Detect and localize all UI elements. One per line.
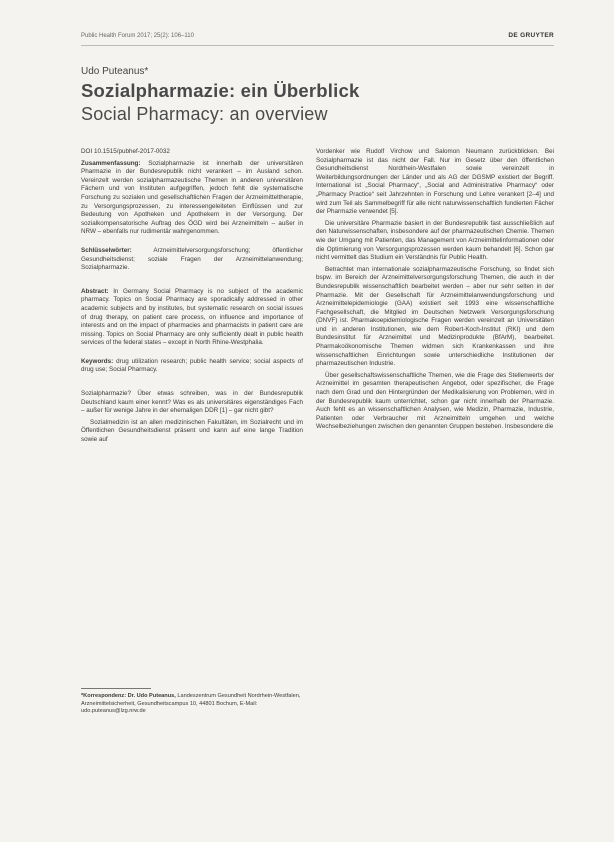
keywords-label: Keywords: <box>81 357 114 365</box>
footnote-rule <box>81 688 151 689</box>
body-paragraph: Die universitäre Pharmazie basiert in der Bundesrepublik fast ausschließlich auf den Naturwissenschaften, insbesondere auf der pharmazeutischen Chemie. Themen wie der Umgang mit Patienten, das Management von Arzneimittelinformationen oder die Optimierung von Versorgungsprozessen werden kaum behandelt [6]. Schon gar nicht vermittelt das Studium ein Verständnis für Public Health. <box>316 219 554 262</box>
running-header <box>81 30 554 44</box>
title-german: Sozialpharmazie: ein Überblick <box>81 80 360 101</box>
body-paragraph: Vordenker wie Rudolf Virchow und Salomon Neumann zurückblicken. Bei Sozialpharmazie ist das nicht der Fall. Nur im Gesetz über den öffentlichen Gesundheitsdienst Nordrhein-Westfalen sowie vereinzelt in Weiterbildungsordnungen der Länder und als AG der DGSMP existiert der Begriff. International ist „Social Pharmacy“, „Social and Administrative Pharmacy“ oder „Pharmacy Practice“ seit Jahrzehnten in Forschung und Lehre verankert [2–4] und wird zum Teil als Sammelbegriff für alle nicht naturwissenschaftlich fundierten Fächer der Pharmazie verwendet [5]. <box>316 148 554 216</box>
zusammenfassung-text: Sozialpharmazie ist innerhalb der universitären Pharmazie in der Bundesrepublik nicht verankert – im Ausland schon. Vereinzelt werden sozialpharmazeutische Themen in anderen universitären Fächern und von Instituten aufgegriffen, jedoch fehlt die systematische Forschung zu sozialen und gesellschaftlichen Fragen der Arzneimitteltherapie, zu Versorgungsprozessen, zu interessengeleiteten Einflüssen und zur Bedeutung von Apotheken und Apothekern in der Versorgung. Der sozialkompensatorische Auftrag des ÖGD wird bei Arzneimitteln – außer in NRW – ebenfalls nur rudimentär wahrgenommen. <box>81 159 304 236</box>
doi-link[interactable]: DOI 10.1515/pubhef-2017-0032 <box>81 148 170 155</box>
right-column <box>316 148 554 435</box>
footnote-label: *Korrespondenz: Dr. Udo Puteanus, <box>81 693 176 699</box>
schluesselwoerter <box>81 247 303 273</box>
body-paragraph: Sozialmedizin ist an allen medizinischen Fakultäten, im Sozialrecht und im Öffentlichen Gesundheitsdienst präsent und kann auf eine lange Tradition sowie auf <box>81 418 303 444</box>
body-paragraph: Über gesellschaftswissenschaftliche Themen, wie die Frage des Stellenwerts der Arzneimittel im gesamten therapeutischen Angebot, oder spezifischer, die Frage nach dem Grad und den Hintergründen der Medikalisierung von Problemen, wird in der Bundesrepublik kaum unterrichtet, schon gar nicht innerhalb der Pharmazie. Auch fehlt es an wissenschaftlichen Analysen, wie Medizin, Pharmazie, Industrie, Patienten oder Verbraucher mit Arzneimitteln umgehen und welche Wechselbeziehungen zwischen den genannten Gruppen bestehen. Insbesondere die <box>316 371 554 431</box>
abstract-text: In Germany Social Pharmacy is no subject of the academic pharmacy. Topics on Social Pharmacy are sporadically addressed in other academic subjects and by institutes, but systematic research on social issues of drug therapy, on patient care process, on influence and importance of interests and on the impact of pharmacies and pharmacists in patient care are missing. Topics on Social Pharmacy are only sufficiently dealt in public health services of the federal states – except in North Rhine-Westphalia. <box>81 287 303 347</box>
title-english: Social Pharmacy: an overview <box>81 104 328 124</box>
body-paragraph: Sozialpharmazie? Über etwas schreiben, was in der Bundesrepublik Deutschland kaum einer kennt? Was es als universitäres eigenständiges Fach – außer für wenige Jahre in der ehemaligen DDR [1] – gar nicht gibt? <box>81 390 303 415</box>
correspondence-footnote <box>81 693 303 716</box>
left-column <box>81 148 303 448</box>
keywords <box>81 358 303 375</box>
schluesselwoerter-text: Arzneimittelversorgungsforschung; öffentlicher Gesundheitsdienst; soziale Fragen der Arzneimittelanwendung; Sozialpharmazie. <box>81 246 304 272</box>
header-rule <box>81 45 554 46</box>
zusammenfassung-label: Zusammenfassung: <box>81 159 141 167</box>
journal-citation: Public Health Forum 2017; 25(2): 106–110 <box>81 33 194 39</box>
publisher-logo: DE GRUYTER <box>508 32 554 39</box>
body-paragraph: Betrachtet man internationale sozialpharmazeutische Forschung, so findet sich bspw. im Bereich der Arzneimittelversorgungsforschung Themen, die auch in der Bundesrepublik wissenschaftlich bearbeitet werden – aber nur sehr selten in der Pharmazie. Mit der Gesellschaft für Arzneimittelanwendungsforschung und Arzneimittelepidemiologie (GAA) existiert seit 1993 eine wissenschaftliche Fachgesellschaft, die Mitglied im Deutschen Netzwerk Versorgungsforschung (DNVF) ist. Pharmakoepidemiologische Fragen werden vereinzelt an Universitäten und in anderen Institutionen, wie dem Robert-Koch-Institut (RKI) und dem Bundesinstitut für Arzneimittel und Medizinprodukte (BfArM), bearbeitet. Pharmakoökonomische Themen widmen sich Krankenkassen und ihre wissenschaftlichen Einrichtungen sowie unterschiedliche Institutionen der pharmazeutischen Industrie. <box>316 265 554 368</box>
abstract-label: Abstract: <box>81 287 109 295</box>
footnote-text: Landeszentrum Gesundheit Nordrhein-Westfalen, Arzneimittelsicherheit, Gesundheitscampus 10, 44801 Bochum, E-Mail: udo.puteanus@lzg.nrw.de <box>81 693 301 715</box>
zusammenfassung <box>81 160 303 237</box>
author-name: Udo Puteanus* <box>81 66 149 77</box>
abstract <box>81 288 303 348</box>
schluesselwoerter-label: Schlüsselwörter: <box>81 246 132 254</box>
keywords-text: drug utilization research; public health service; social aspects of drug use; Social Pharmacy. <box>81 357 303 374</box>
